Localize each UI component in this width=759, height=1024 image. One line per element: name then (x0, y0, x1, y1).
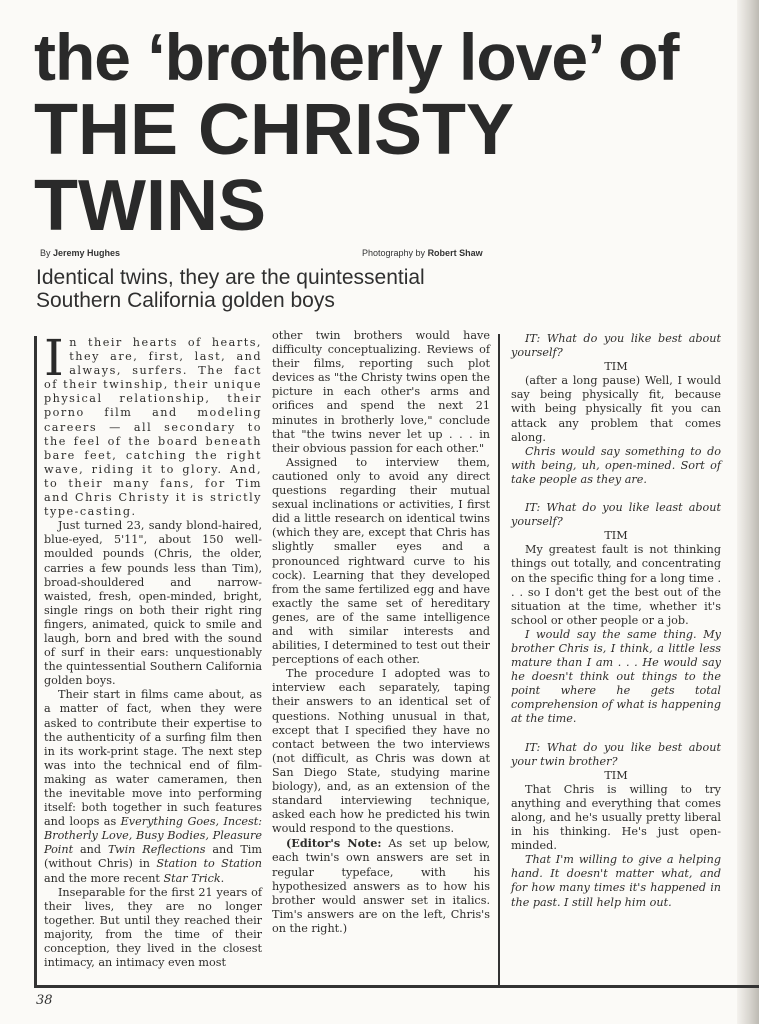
film-title: Twin Reflections (107, 843, 206, 857)
editors-note-label: (Editor's Note: (286, 836, 382, 851)
box-bottom-rule (34, 985, 759, 988)
film-titles: Everything Goes, Incest: Brotherly Love, Busy Bodies, Pleasure Point (44, 815, 262, 857)
column-1 (44, 329, 262, 970)
speaker-label: TIM (604, 768, 628, 782)
predicted-answer: Chris would say something to do with being, uh, open-mined. Sort of take people as they are. (511, 444, 721, 486)
paragraph-text: n their hearts of hearts, they are, first, last, and always, surfers. The fact of their twinship, their unique physical relationship, their porno film and modeling careers — all secondary to the feel of the board beneath bare feet, catching the right wave, riding it to glory. And, to their many fans, for Tim and Chris Christy it is strictly type-casting. (44, 336, 262, 519)
column-3-interview (511, 332, 721, 910)
film-title: Station to Station (156, 857, 262, 871)
photo-credit (362, 248, 483, 258)
interview-question: IT: What do you like least about yourself? (511, 501, 721, 529)
paragraph: The procedure I adopted was to interview each separately, taping their answers to an identical set of questions. Nothing unusual in that, except that I specified they have no contact between the two interviews (not difficult, as Chris was down at San Diego State, studying marine biology), and, as an extension of the standard interviewing technique, asked each how he predicted his twin would respond to the questions. (272, 667, 490, 836)
tim-answer: (after a long pause) Well, I would say being physically fit, because with being physically fit you can attack any problem that comes along. (511, 374, 721, 444)
qa-block (511, 501, 721, 727)
author-name: Jeremy Hughes (53, 248, 121, 258)
paragraph-text: and (73, 843, 108, 857)
photo-prefix: Photography by (362, 248, 426, 258)
editors-note-body: As set up below, each twin's own answers are set in regular typeface, with his hypothesized answers as to how his brother would answer set in italics. Tim's answers are on the left, Chris's on the right.) (272, 837, 491, 935)
tim-answer: My greatest fault is not thinking things out totally, and concentrating on the specific thing for a long time . . . so I don't get the best out of the situation at the time, whether it's school or other people or a job. (511, 543, 721, 627)
tim-answer: That Chris is willing to try anything and everything that comes along, and he's usually pretty liberal in his thinking. He's just open-minded. (511, 782, 721, 853)
article-subtitle: Identical twins, they are the quintessential Southern California golden boys (36, 266, 425, 312)
paragraph-text: . (220, 871, 225, 885)
paragraph: other twin brothers would have difficulty conceptualizing. Reviews of their films, reporting such plot devices as "the Christy twins open the picture in each other's arms and orifices and spend the next 21 minutes in brotherly love," conclude that "the twins never let up . . . in their obvious passion for each other." (272, 329, 490, 455)
title-line-1: the ‘brotherly love’ of (34, 20, 679, 94)
qa-block (511, 741, 721, 910)
paragraph (44, 688, 262, 885)
column-divider-rule (498, 334, 500, 988)
article-title (34, 22, 734, 244)
interview-question: IT: What do you like best about yourself? (511, 332, 721, 360)
predicted-answer: That I'm willing to give a helping hand. It doesn't matter what, and for how many times it's happened in the past. I still help him out. (511, 853, 721, 909)
photographer-name: Robert Shaw (427, 248, 483, 258)
spacer (511, 487, 721, 501)
drop-cap: I (44, 329, 66, 387)
byline-prefix: By (40, 248, 51, 258)
paragraph-text: and Tim (without Chris) in (44, 843, 262, 871)
page-number: 38 (36, 993, 53, 1008)
predicted-answer: I would say the same thing. My brother Chris is, I think, a little less mature than I am . . . He would say he doesn't think out things to the point where he gets total comprehension of what is happening at the time. (511, 627, 721, 726)
paragraph: Assigned to interview them, cautioned only to avoid any direct questions regarding their mutual sexual inclinations or activities, I first did a little research on identical twins (which they are, except that Chris has slightly smaller eyes and a pronounced rightward curve to his cock). Learning that they developed from the same fertilized egg and have exactly the same set of hereditary genes, are of the same intelligence and with similar interests and abilities, I determined to test out their perceptions of each other. (272, 455, 491, 667)
speaker-label: TIM (604, 360, 628, 374)
page-edge-shadow (737, 0, 759, 1024)
paragraph: Just turned 23, sandy blond-haired, blue-eyed, 5'11", about 150 well-moulded pounds (Chris, the older, carries a few pounds less than Tim), broad-shouldered and narrow-waisted, fresh, open-minded, bright, single rings on both their right ring fingers, animated, quick to smile and laugh, born and bred with the sound of surf in their ears: unquestionably the quintessential Southern California golden boys. (44, 519, 262, 688)
speaker-label: TIM (604, 529, 628, 543)
editors-note (272, 836, 490, 936)
column-2 (272, 329, 490, 936)
box-left-rule (34, 336, 37, 988)
author-byline (40, 248, 120, 258)
spacer (511, 727, 721, 741)
paragraph: Inseparable for the first 21 years of their lives, they are no longer together. But until they reached their majority, from the time of their conception, they lived in the closest intimacy, an intimacy even most (44, 885, 262, 970)
paragraph-text: and the more recent (44, 871, 164, 885)
interview-question: IT: What do you like best about your twin brother? (511, 740, 721, 768)
paragraph-text: Their start in films came about, as a matter of fact, when they were asked to contribute their expertise to the authenticity of a surfing film then in its work-print stage. The next step was into the technical end of film-making as water cameramen, then the inevitable move into performing itself: both together in such features and loops as (44, 688, 262, 829)
film-title: Star Trick (163, 871, 221, 885)
qa-block (511, 332, 721, 487)
title-line-2: THE CHRISTY TWINS (34, 90, 513, 246)
paragraph (44, 329, 262, 519)
